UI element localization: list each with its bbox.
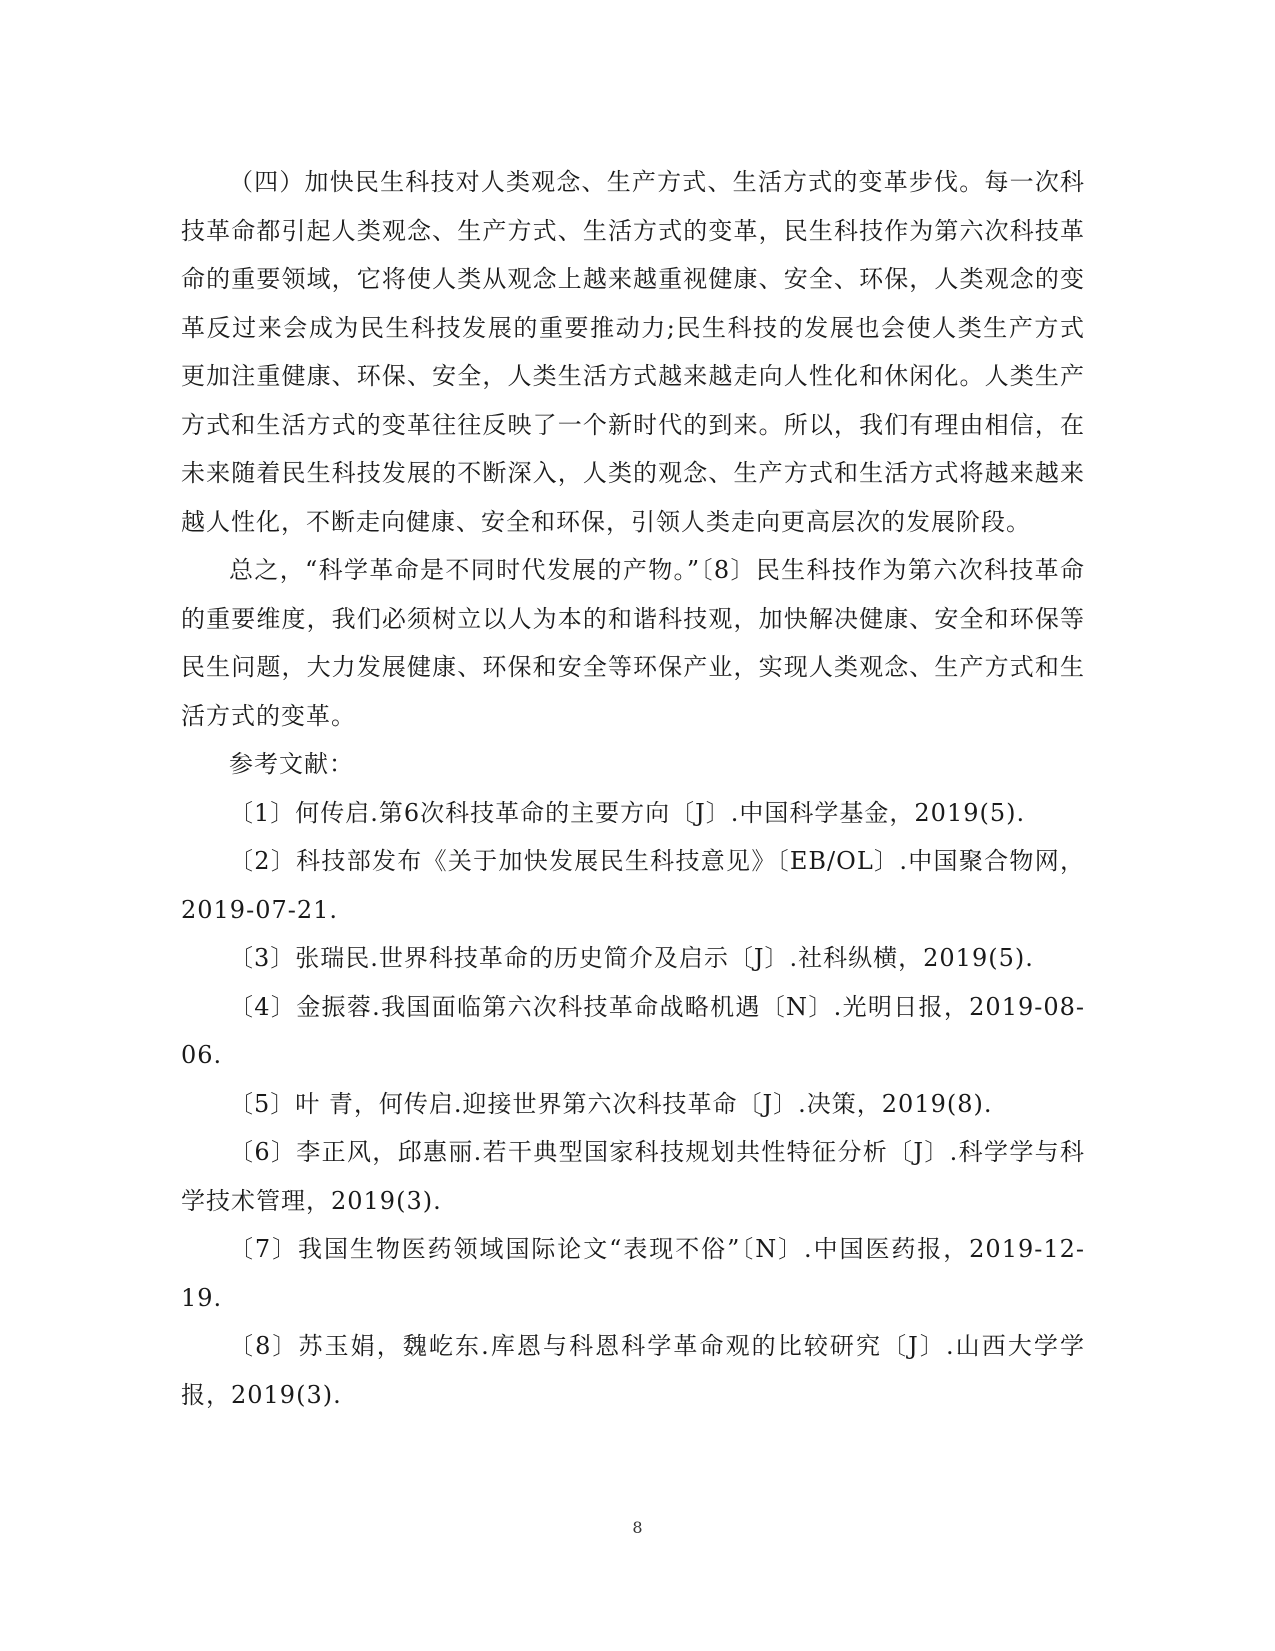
reference-item: 〔4〕金振蓉.我国面临第六次科技革命战略机遇〔N〕.光明日报，2019-08-06.: [181, 992, 1085, 1069]
body-text: [181, 158, 1085, 1419]
paragraph-conclusion: 总之，“科学革命是不同时代发展的产物。”〔8〕民生科技作为第六次科技革命的重要维度，我们必须树立以人为本的和谐科技观，加快解决健康、安全和环保等民生问题，大力发展健康、环保和安全等环保产业，实现人类观念、生产方式和生活方式的变革。: [181, 556, 1085, 730]
page-number: 8: [632, 1518, 643, 1537]
reference-item: 〔2〕科技部发布《关于加快发展民生科技意见》〔EB/OL〕.中国聚合物网，2019-07-21.: [181, 847, 1085, 924]
reference-item: 〔7〕我国生物医药领域国际论文“表现不俗”〔N〕.中国医药报，2019-12-19.: [181, 1235, 1085, 1312]
reference-item: 〔1〕何传启.第6次科技革命的主要方向〔J〕.中国科学基金，2019(5).: [229, 798, 1026, 827]
reference-item: 〔6〕李正风，邱惠丽.若干典型国家科技规划共性特征分析〔J〕.科学学与科学技术管理，2019(3).: [181, 1138, 1085, 1215]
reference-item: 〔8〕苏玉娟，魏屹东.库恩与科恩科学革命观的比较研究〔J〕.山西大学学报，2019(3).: [181, 1332, 1085, 1409]
references-heading: 参考文献：: [229, 750, 354, 778]
reference-item: 〔5〕叶 青，何传启.迎接世界第六次科技革命〔J〕.决策，2019(8).: [229, 1089, 993, 1118]
references-list: [181, 789, 1085, 1420]
paragraph-section-four: （四）加快民生科技对人类观念、生产方式、生活方式的变革步伐。每一次科技革命都引起人类观念、生产方式、生活方式的变革，民生科技作为第六次科技革命的重要领域，它将使人类从观念上越来越重视健康、安全、环保，人类观念的变革反过来会成为民生科技发展的重要推动力;民生科技的发展也会使人类生产方式更加注重健康、环保、安全，人类生活方式越来越走向人性化和休闲化。人类生产方式和生活方式的变革往往反映了一个新时代的到来。所以，我们有理由相信，在未来随着民生科技发展的不断深入，人类的观念、生产方式和生活方式将越来越来越人性化，不断走向健康、安全和环保，引领人类走向更高层次的发展阶段。: [181, 168, 1085, 536]
reference-item: 〔3〕张瑞民.世界科技革命的历史简介及启示〔J〕.社科纵横，2019(5).: [229, 944, 1034, 972]
